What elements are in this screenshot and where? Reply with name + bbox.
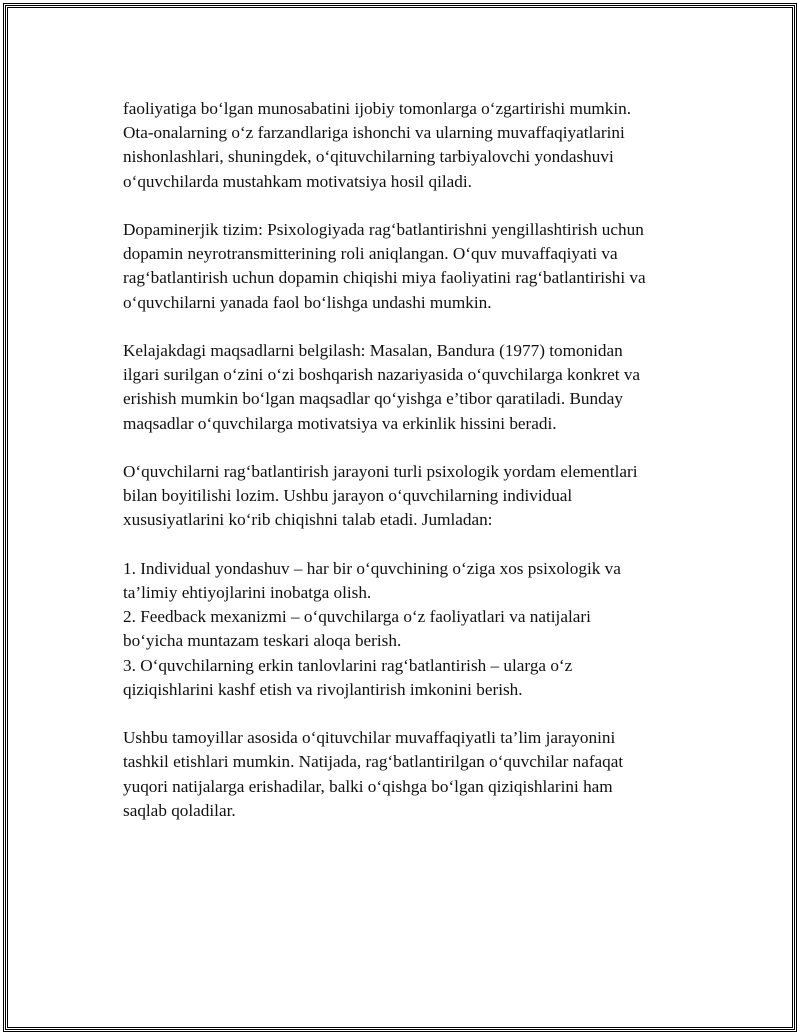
paragraph-psychological-support: O‘quvchilarni rag‘batlantirish jarayoni turli psixologik yordam elementlari bilan boyitilishi lozim. Ushbu jarayon o‘quvchilarning individual xususiyatlarini ko‘rib chiqishni talab etadi. Jumladan: xyxy=(123,462,638,530)
page-border xyxy=(3,3,797,1032)
paragraph-parent-support: faoliyatiga bo‘lgan munosabatini ijobiy tomonlarga o‘zgartirishi mumkin. Ota-onalarning o‘z farzandlariga ishonchi va ularning muvaffaqiyatlarini nishonlashlari, shuningdek, o‘qituvchilarning tarbiyalovchi yondashuvi o‘quvchilarda mustahkam motivatsiya hosil qiladi. xyxy=(123,99,632,191)
list-item-individual-approach: 1. Individual yondashuv – har bir o‘quvchining o‘ziga xos psixologik va ta’limiy ehtiyojlarini inobatga olish. xyxy=(123,558,621,602)
paragraph-goal-setting: Kelajakdagi maqsadlarni belgilash: Masalan, Bandura (1977) tomonidan ilgari surilgan o‘zini o‘zi boshqarish nazariyasida o‘quvchilarga konkret va erishish mumkin bo‘lgan maqsadlar qo‘yishga e’tibor qaratiladi. Bunday maqsadlar o‘quvchilarga motivatsiya va erkinlik hissini beradi. xyxy=(123,341,641,433)
paragraph-conclusion: Ushbu tamoyillar asosida o‘qituvchilar muvaffaqiyatli ta’lim jarayonini tashkil etishlari mumkin. Natijada, rag‘batlantirilgan o‘quvchilar nafaqat yuqori natijalarga erishadilar, balki o‘qishga bo‘lgan qiziqishlarini ham saqlab qoladilar. xyxy=(123,728,624,820)
document-body xyxy=(123,97,723,847)
list-item-feedback-mechanism: 2. Feedback mexanizmi – o‘quvchilarga o‘z faoliyatlari va natijalari bo‘yicha muntazam teskari aloqa berish. xyxy=(123,607,591,651)
list-item-free-choices: 3. O‘quvchilarning erkin tanlovlarini rag‘batlantirish – ularga o‘z qiziqishlarini kashf etish va rivojlantirish imkonini berish. xyxy=(123,655,573,699)
paragraph-dopaminergic-system: Dopaminerjik tizim: Psixologiyada rag‘batlantirishni yengillashtirish uchun dopamin neyrotransmitterining roli aniqlangan. O‘quv muvaffaqiyati va rag‘batlantirish uchun dopamin chiqishi miya faoliyatini rag‘batlantirishi va o‘quvchilarni yanada faol bo‘lishga undashi mumkin. xyxy=(123,220,646,312)
numbered-list xyxy=(123,557,723,702)
